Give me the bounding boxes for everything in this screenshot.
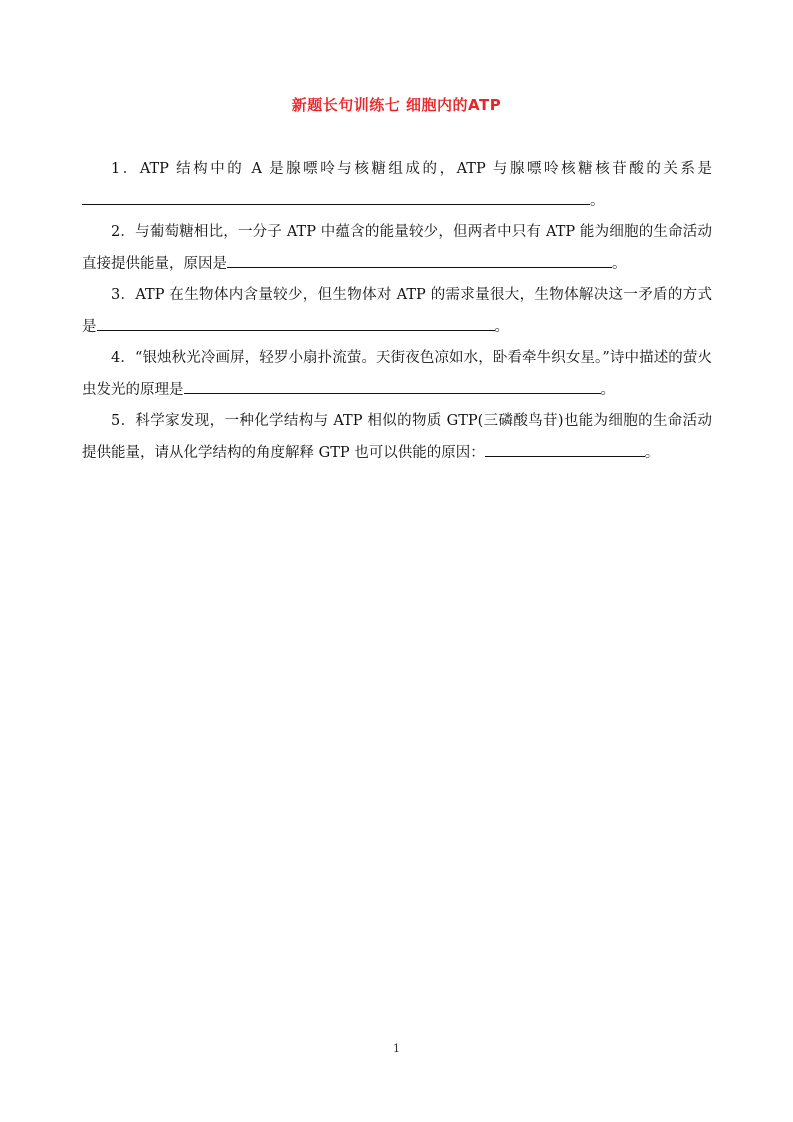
question-4-text: “银烛秋光冷画屏，轻罗小扇扑流萤。天街夜色凉如水，卧看牵牛织女星。”诗中描述的萤火虫发光的原理是: [82, 350, 712, 398]
question-2-end: 。: [612, 255, 627, 272]
question-3-number: 3．: [111, 287, 136, 303]
question-3-end: 。: [494, 318, 509, 335]
question-5-end: 。: [644, 444, 660, 461]
answer-blank-1[interactable]: [82, 186, 590, 205]
question-1: [82, 154, 712, 217]
question-4-number: 4．: [111, 350, 135, 366]
answer-blank-4[interactable]: [184, 375, 601, 394]
question-2: [82, 217, 712, 280]
question-1-end: 。: [590, 192, 605, 209]
question-5-text: 科学家发现，一种化学结构与 ATP 相似的物质 GTP(三磷酸鸟苷)也能为细胞的生命活动提供能量，请从化学结构的角度解释 GTP 也可以供能的原因：: [82, 413, 712, 461]
question-3-text: ATP 在生物体内含量较少，但生物体对 ATP 的需求量很大，生物体解决这一矛盾的方式是: [82, 287, 712, 335]
answer-blank-2[interactable]: [227, 249, 612, 268]
answer-blank-5[interactable]: [485, 438, 645, 457]
question-list: [82, 154, 712, 469]
page-number: 1: [393, 1042, 400, 1055]
question-3: [82, 280, 712, 343]
answer-blank-3[interactable]: [97, 312, 495, 331]
question-4-end: 。: [600, 381, 615, 398]
question-1-number: 1．: [111, 161, 140, 177]
question-2-text: 与葡萄糖相比，一分子 ATP 中蕴含的能量较少，但两者中只有 ATP 能为细胞的生命活动直接提供能量，原因是: [82, 224, 712, 272]
question-4: [82, 343, 712, 406]
question-1-text: ATP 结构中的 A 是腺嘌呤与核糖组成的，ATP 与腺嘌呤核糖核苷酸的关系是: [139, 161, 712, 177]
question-2-number: 2．: [111, 224, 136, 240]
page-title: 新题长句训练七 细胞内的ATP: [291, 96, 502, 114]
question-5-number: 5．: [111, 413, 136, 429]
question-5: [82, 406, 712, 469]
